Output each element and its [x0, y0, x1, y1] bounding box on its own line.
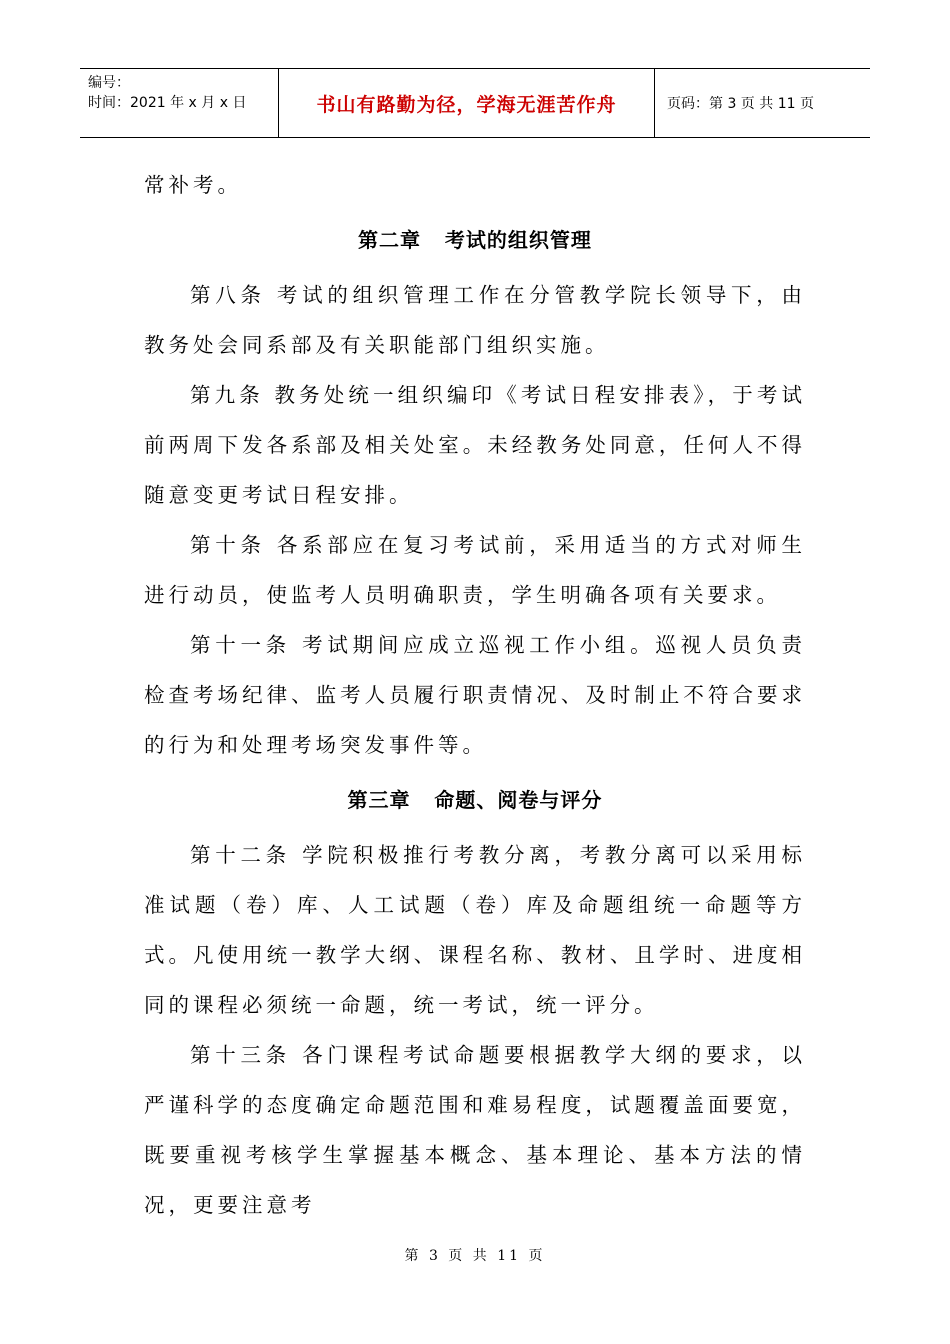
chapter-2-heading: 第二章 考试的组织管理 — [358, 228, 592, 252]
document-number-label: 编号： — [88, 75, 130, 91]
paragraph-continuation: 常补考。 — [144, 173, 242, 197]
article-10: 第十条 各系部应在复习考试前，采用适当的方式对师生进行动员，使监考人员明确职责，学生明确各项有关要求。 — [144, 533, 806, 607]
article-12: 第十二条 学院积极推行考教分离，考教分离可以采用标准试题（卷）库、人工试题（卷）库及命题组统一命题等方式。凡使用统一教学大纲、课程名称、教材、且学时、进度相同的课程必须统一命题，统一考试，统一评分。 — [144, 843, 806, 1017]
document-body — [144, 160, 806, 1230]
article-11: 第十一条 考试期间应成立巡视工作小组。巡视人员负责检查考场纪律、监考人员履行职责情况、及时制止不符合要求的行为和处理考场突发事件等。 — [144, 633, 806, 757]
article-13: 第十三条 各门课程考试命题要根据教学大纲的要求，以严谨科学的态度确定命题范围和难易程度，试题覆盖面要宽，既要重视考核学生掌握基本概念、基本理论、基本方法的情况，更要注意考 — [144, 1043, 806, 1217]
header-motto: 书山有路勤为径，学海无涯苦作舟 — [279, 69, 655, 137]
article-8: 第八条 考试的组织管理工作在分管教学院长领导下，由教务处会同系部及有关职能部门组织实施。 — [144, 283, 806, 357]
article-9: 第九条 教务处统一组织编印《考试日程安排表》，于考试前两周下发各系部及相关处室。未经教务处同意，任何人不得随意变更考试日程安排。 — [144, 383, 806, 507]
chapter-3-heading: 第三章 命题、阅卷与评分 — [347, 788, 603, 812]
document-date: 时间：2021 年 x 月 x 日 — [88, 95, 247, 111]
page-footer: 第 3 页 共 11 页 — [404, 1248, 546, 1264]
page-header — [80, 68, 870, 138]
header-page-info: 页码：第 3 页 共 11 页 — [667, 96, 814, 112]
header-meta — [80, 69, 279, 137]
